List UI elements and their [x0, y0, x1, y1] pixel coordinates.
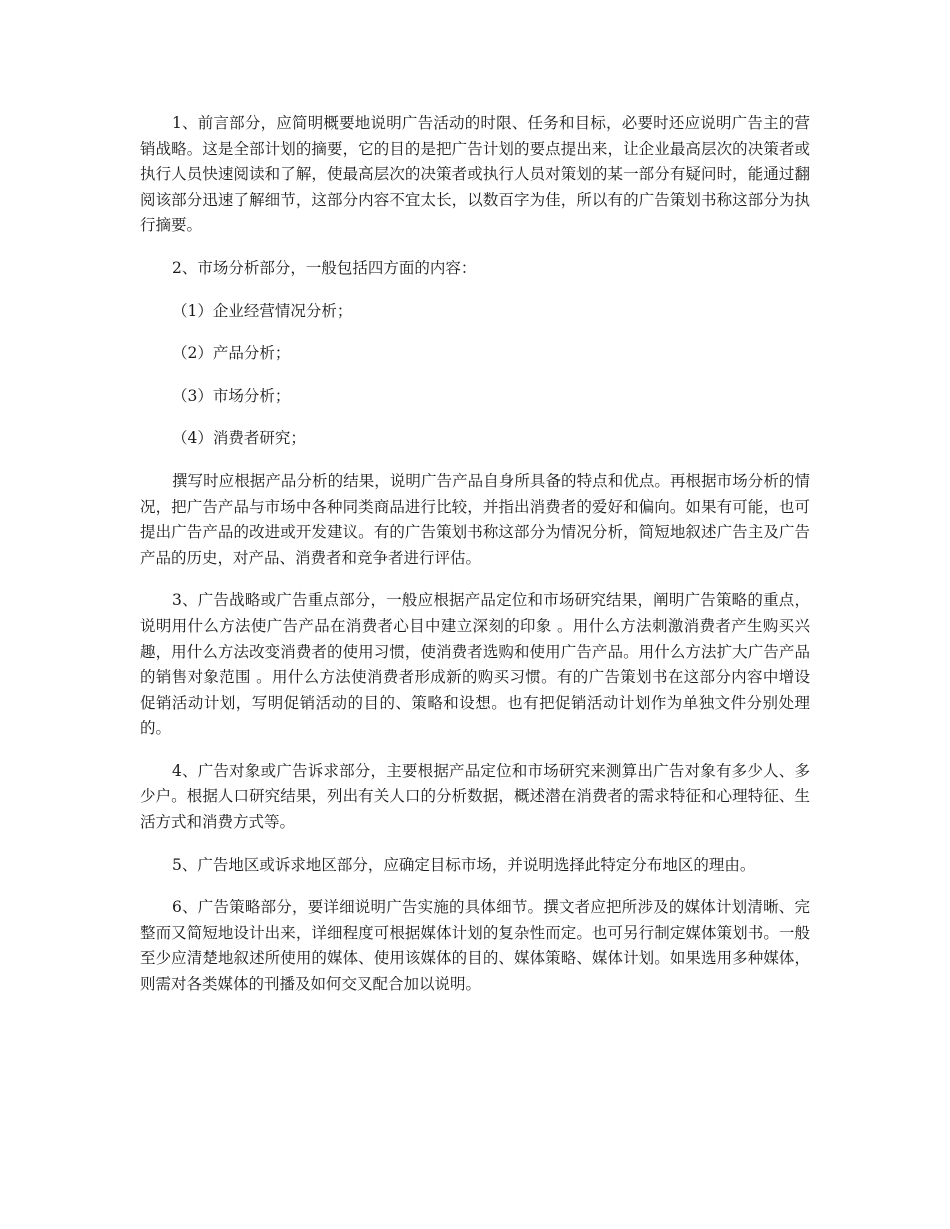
paragraph-ad-region: 5、广告地区或诉求地区部分，应确定目标市场，并说明选择此特定分布地区的理由。: [172, 855, 756, 874]
paragraph-writing-guidance: 撰写时应根据产品分析的结果，说明广告产品自身所具备的特点和优点。再根据市场分析的情况，把广告产品与市场中各种同类商品进行比较，并指出消费者的爱好和偏向。如果有可能，也可提出广告产品的改进或开发建议。有的广告策划书称这部分为情况分析，简短地叙述广告主及广告产品的历史，对产品、消费者和竞争者进行评估。: [140, 471, 810, 567]
list-item-market-analysis: （3）市场分析；: [172, 386, 291, 405]
paragraph-ad-audience: 4、广告对象或广告诉求部分，主要根据产品定位和市场研究来测算出广告对象有多少人、多少户。根据人口研究结果，列出有关人口的分析数据，概述潜在消费者的需求特征和心理特征、生活方式和消费方式等。: [140, 761, 810, 832]
list-item-product-analysis: （2）产品分析；: [172, 344, 291, 363]
paragraph-ad-tactics: 6、广告策略部分，要详细说明广告实施的具体细节。撰文者应把所涉及的媒体计划清晰、完整而又简短地设计出来，详细程度可根据媒体计划的复杂性而定。也可另行制定媒体策划书。一般至少应清楚地叙述所使用的媒体、使用该媒体的目的、媒体策略、媒体计划。如果选用多种媒体，则需对各类媒体的刊播及如何交叉配合加以说明。: [140, 898, 810, 994]
list-item-business-analysis: （1）企业经营情况分析；: [172, 301, 353, 320]
document-page: [140, 111, 810, 1015]
list-item-consumer-research: （4）消费者研究；: [172, 429, 306, 448]
paragraph-market-analysis: 2、市场分析部分，一般包括四方面的内容：: [172, 258, 477, 277]
paragraph-preface: 1、前言部分，应简明概要地说明广告活动的时限、任务和目标，必要时还应说明广告主的营销战略。这是全部计划的摘要，它的目的是把广告计划的要点提出来，让企业最高层次的决策者或执行人员快速阅读和了解，使最高层次的决策者或执行人员对策划的某一部分有疑问时，能通过翻阅该部分迅速了解细节，这部分内容不宜太长，以数百字为佳，所以有的广告策划书称这部分为执行摘要。: [140, 114, 810, 235]
paragraph-ad-strategy: 3、广告战略或广告重点部分，一般应根据产品定位和市场研究结果，阐明广告策略的重点，说明用什么方法使广告产品在消费者心目中建立深刻的印象 。用什么方法刺激消费者产生购买兴趣，用什么方法改变消费者的使用习惯，使消费者选购和使用广告产品。用什么方法扩大广告产品的销售对象范围 。用什么方法使消费者形成新的购买习惯。有的广告策划书在这部分内容中增设促销活动计划，写明促销活动的目的、策略和设想。也有把促销活动计划作为单独文件分别处理的。: [140, 591, 810, 738]
